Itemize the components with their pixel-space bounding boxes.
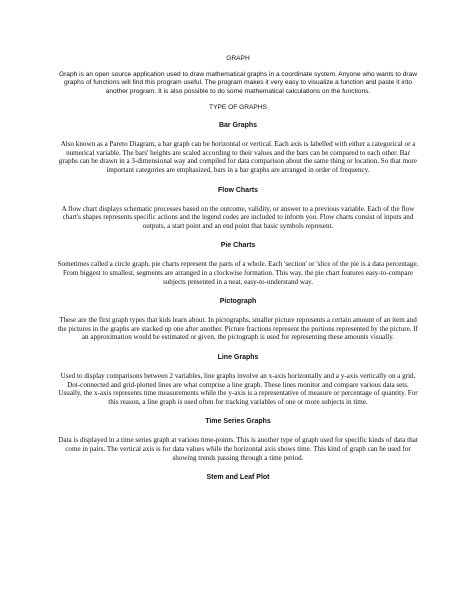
intro-paragraph: Graph is an open source application used to draw mathematical graphs in a coordinate system. Anyone who wants to draw graphs of functions will find this program useful. The program makes it very easy to visualize a function and paste it into another program. It is also possible to do some mathematical calculations on the functions. [58,71,418,95]
section-body: Used to display comparisons between 2 variables, line graphs involve an x-axis horizontally and a y-axis vertically on a grid. Dot-connected and grid-plotted lines are what comprise a line graph. These lines monitor and compare various data sets. Usually, the x-axis represents time measurements while the y-axis is a representative of measure or percentage of quantity. For this reason, a line graph is used often for tracking variables of one or more subjects in time. [58,371,418,406]
section-title: Line Graphs [217,353,259,361]
section-title: Stem and Leaf Plot [206,474,270,482]
types-heading: TYPE OF GRAPHS [209,104,267,112]
section-title: Pie Charts [220,242,256,250]
section-pie-charts [57,242,419,286]
section-body: A flow chart displays schematic processes based on the outcome, validity, or answer to a previous variable. Each of the flow chart's shapes represents specific actions and the legend codes are included to inform you. Flow charts consist of inputs and outputs, a start point and an end point that basic symbols represent. [61,204,415,230]
section-time-series-graphs [57,418,419,462]
section-body: These are the first graph types that kids learn about. In pictographs, smaller picture represents a certain amount of an item and the pictures in the graphs are stacked up one after another. Picture fractions represent the portions represented by the picture. If an approximation would be estimated or given, the pictograph is used for representing these amounts visually. [57,316,419,342]
section-title: Pictograph [219,298,257,306]
section-pictograph [57,298,419,342]
section-flow-charts [57,187,419,231]
section-body: Also known as a Pareto Diagram, a bar graph can be horizontal or vertical. Each axis is labelled with either a categorical or a numerical variable. The bars' heights are scaled according to their values and the bars can be compared to each other. Bar graphs can be drawn in a 3-dimensional way and compiled for data comparison about the same thing or location. So that more important categories are emphasized, bars in a bar graphs are arranged in order of frequency. [58,140,418,174]
section-title: Bar Graphs [218,122,258,130]
document-page [57,55,419,492]
section-title: Time Series Graphs [205,418,271,426]
document-title: GRAPH [226,55,250,62]
section-body: Data is displayed in a time series graph at various time-points. This is another type of graph used for specific kinds of data that come in pairs. The vertical axis is for data values while the horizontal axis shows time. This kind of graph can be used for showing trends passing through a time period. [58,436,418,462]
section-bar-graphs [57,122,419,174]
section-title: Flow Charts [217,186,259,194]
section-body: Sometimes called a circle graph, pie charts represent the parts of a whole. Each 'section' or 'slice of the pie is a data percentage. From biggest to smallest, segments are arranged in a clockwise formation. This way, the pie chart features easy-to-compare subjects presented in a neat, easy-to-understand way. [57,260,419,286]
section-line-graphs [57,354,419,406]
section-stem-and-leaf-plot [57,474,419,482]
